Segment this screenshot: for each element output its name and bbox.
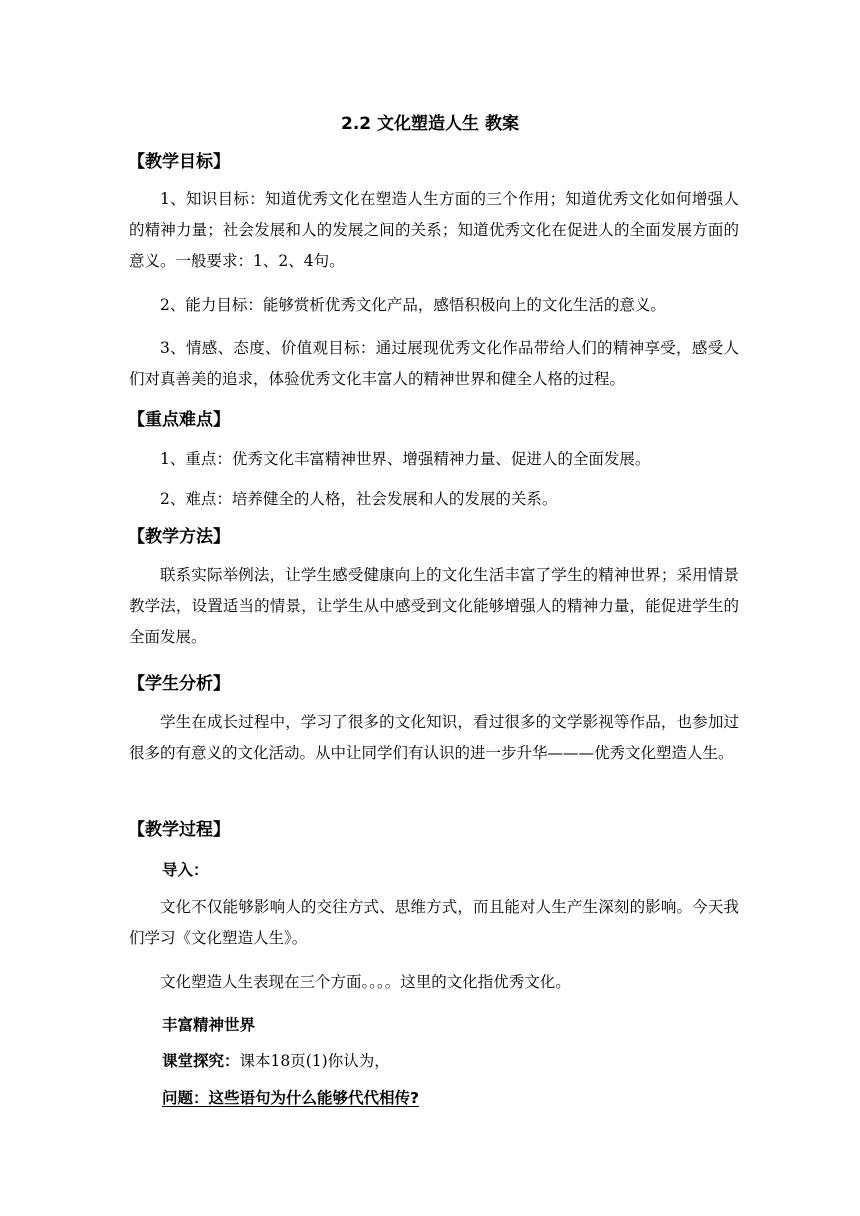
heading-teaching-process: 【教学过程】 [128,820,230,840]
heading-key-points: 【重点难点】 [128,410,230,430]
students-text: 学生在成长过程中，学习了很多的文化知识，看过很多的文学影视等作品，也参加过很多的有意义的文化活动。从中让同学们有认识的进一步升华———优秀文化塑造人生。 [129,713,739,762]
heading-student-analysis: 【学生分析】 [128,674,230,694]
heading-teaching-goals: 【教学目标】 [128,152,230,172]
keypoints-difficulty: 2、难点：培养健全的人格，社会发展和人的发展的关系。 [160,490,558,508]
culture-three-aspects: 文化塑造人生表现在三个方面。。。。这里的文化指优秀文化。 [160,973,571,991]
intro-label: 导入： [162,861,209,879]
subheading-enrich-spirit: 丰富精神世界 [162,1016,256,1034]
goals-knowledge: 1、知识目标：知道优秀文化在塑造人生方面的三个作用；知道优秀文化如何增强人的精神力量；社会发展和人的发展之间的关系；知道优秀文化在促进人的全面发展方面的意义。一般要求：1、2、4句。 [129,190,739,270]
heading-teaching-methods: 【教学方法】 [128,527,230,547]
keypoints-focus: 1、重点：优秀文化丰富精神世界、增强精神力量、促进人的全面发展。 [160,450,651,468]
explore-text: 课本18页(1)你认为， [239,1052,390,1070]
goals-values: 3、情感、态度、价值观目标：通过展现优秀文化作品带给人们的精神享受，感受人们对真善美的追求，体验优秀文化丰富人的精神世界和健全人格的过程。 [129,339,739,388]
methods-text: 联系实际举例法，让学生感受健康向上的文化生活丰富了学生的精神世界；采用情景教学法，设置适当的情景，让学生从中感受到文化能够增强人的精神力量，能促进学生的全面发展。 [129,566,739,646]
explore-label: 课堂探究： [162,1052,240,1070]
goals-ability: 2、能力目标：能够赏析优秀文化产品，感悟积极向上的文化生活的意义。 [160,296,666,314]
document-title: 2.2 文化塑造人生 教案 [341,114,519,134]
question-line: 问题：这些语句为什么能够代代相传? [162,1089,419,1107]
classroom-explore [162,1049,390,1073]
intro-text: 文化不仅能够影响人的交往方式、思维方式，而且能对人生产生深刻的影响。今天我们学习《文化塑造人生》。 [129,898,739,947]
